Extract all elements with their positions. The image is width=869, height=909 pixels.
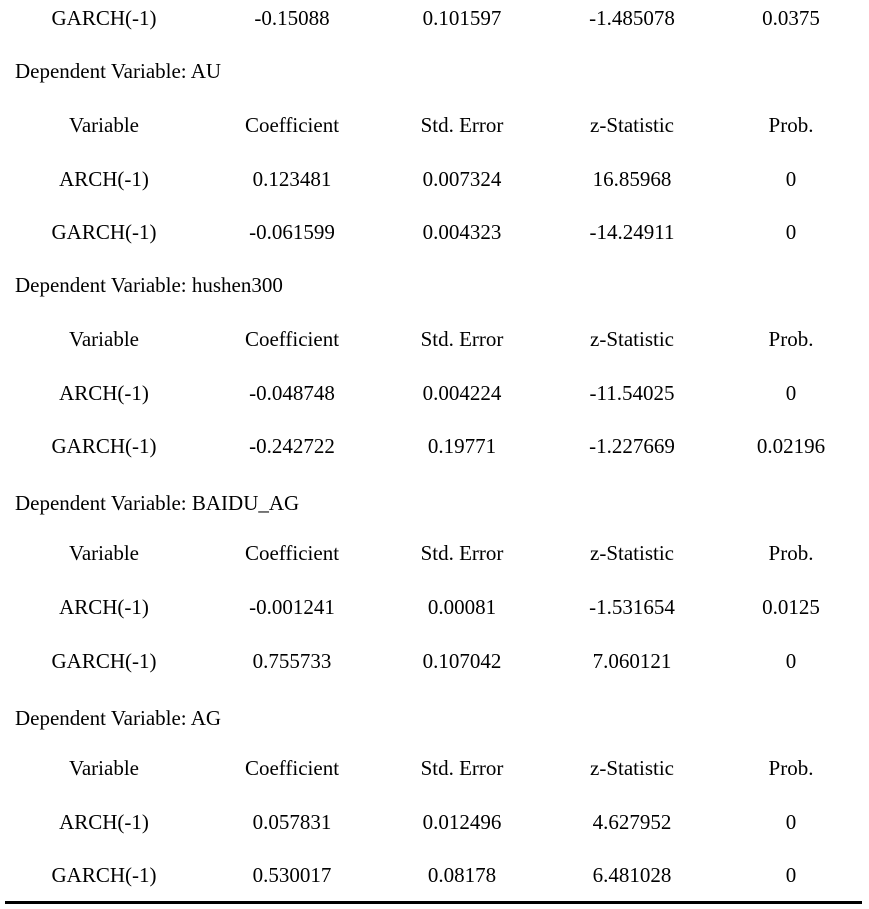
coefficient-cell: -0.242722 xyxy=(249,434,335,458)
header-row xyxy=(0,110,869,140)
z-statistic-cell: 4.627952 xyxy=(592,810,672,834)
std-error-cell: 0.08178 xyxy=(427,863,497,887)
header-coefficient: Coefficient xyxy=(244,541,340,565)
std-error-cell: 0.012496 xyxy=(422,810,502,834)
section-title-row xyxy=(0,270,869,300)
std-error-cell: 0.007324 xyxy=(422,167,502,191)
variable-cell: ARCH(-1) xyxy=(59,595,149,619)
coefficient-cell: -0.048748 xyxy=(249,381,335,405)
header-prob: Prob. xyxy=(768,113,814,137)
coefficient-cell: 0.530017 xyxy=(252,863,332,887)
variable-cell: ARCH(-1) xyxy=(59,810,149,834)
variable-cell: GARCH(-1) xyxy=(51,649,157,673)
header-row xyxy=(0,538,869,568)
header-std-error: Std. Error xyxy=(420,327,504,351)
dependent-variable-title: Dependent Variable: hushen300 xyxy=(15,273,283,297)
coefficient-cell: 0.755733 xyxy=(252,649,332,673)
header-z-statistic: z-Statistic xyxy=(590,327,674,351)
std-error-cell: 0.004224 xyxy=(422,381,502,405)
section-title-row xyxy=(0,703,869,733)
table-row xyxy=(0,217,869,247)
header-row xyxy=(0,753,869,783)
coefficient-cell: -0.15088 xyxy=(254,6,330,30)
prob-cell: 0 xyxy=(785,167,797,191)
section-title-row xyxy=(0,56,869,86)
z-statistic-cell: -1.531654 xyxy=(589,595,675,619)
z-statistic-cell: -1.485078 xyxy=(589,6,675,30)
prob-cell: 0 xyxy=(785,220,797,244)
variable-cell: GARCH(-1) xyxy=(51,6,157,30)
table-row xyxy=(0,164,869,194)
variable-cell: GARCH(-1) xyxy=(51,434,157,458)
prob-cell: 0 xyxy=(785,649,797,673)
std-error-cell: 0.107042 xyxy=(422,649,502,673)
header-variable: Variable xyxy=(69,327,139,351)
variable-cell: ARCH(-1) xyxy=(59,381,149,405)
header-std-error: Std. Error xyxy=(420,113,504,137)
header-std-error: Std. Error xyxy=(420,756,504,780)
header-z-statistic: z-Statistic xyxy=(590,541,674,565)
section-title-row xyxy=(0,488,869,518)
header-variable: Variable xyxy=(69,541,139,565)
z-statistic-cell: 16.85968 xyxy=(592,167,672,191)
std-error-cell: 0.19771 xyxy=(427,434,497,458)
coefficient-cell: 0.123481 xyxy=(252,167,332,191)
prob-cell: 0 xyxy=(785,810,797,834)
header-prob: Prob. xyxy=(768,327,814,351)
header-coefficient: Coefficient xyxy=(244,327,340,351)
table-row xyxy=(0,3,869,33)
prob-cell: 0 xyxy=(785,863,797,887)
dependent-variable-title: Dependent Variable: BAIDU_AG xyxy=(15,491,300,515)
table-row xyxy=(0,592,869,622)
header-coefficient: Coefficient xyxy=(244,113,340,137)
dependent-variable-title: Dependent Variable: AU xyxy=(15,59,222,83)
coefficient-cell: -0.001241 xyxy=(249,595,335,619)
prob-cell: 0.02196 xyxy=(756,434,826,458)
prob-cell: 0.0125 xyxy=(762,595,820,619)
coefficient-cell: -0.061599 xyxy=(249,220,335,244)
z-statistic-cell: 6.481028 xyxy=(592,863,672,887)
header-prob: Prob. xyxy=(768,756,814,780)
header-std-error: Std. Error xyxy=(420,541,504,565)
std-error-cell: 0.00081 xyxy=(427,595,497,619)
std-error-cell: 0.004323 xyxy=(422,220,502,244)
variable-cell: GARCH(-1) xyxy=(51,863,157,887)
header-z-statistic: z-Statistic xyxy=(590,756,674,780)
header-coefficient: Coefficient xyxy=(244,756,340,780)
z-statistic-cell: -11.54025 xyxy=(589,381,675,405)
variable-cell: GARCH(-1) xyxy=(51,220,157,244)
coefficient-cell: 0.057831 xyxy=(252,810,332,834)
std-error-cell: 0.101597 xyxy=(422,6,502,30)
z-statistic-cell: -1.227669 xyxy=(589,434,675,458)
z-statistic-cell: -14.24911 xyxy=(589,220,675,244)
z-statistic-cell: 7.060121 xyxy=(592,649,672,673)
table-row xyxy=(0,646,869,676)
header-row xyxy=(0,324,869,354)
table-row xyxy=(0,431,869,461)
header-variable: Variable xyxy=(69,756,139,780)
header-prob: Prob. xyxy=(768,541,814,565)
table-bottom-rule xyxy=(5,901,862,904)
prob-cell: 0 xyxy=(785,381,797,405)
table-row xyxy=(0,378,869,408)
table-row xyxy=(0,860,869,890)
table-row xyxy=(0,807,869,837)
prob-cell: 0.0375 xyxy=(762,6,820,30)
dependent-variable-title: Dependent Variable: AG xyxy=(15,706,222,730)
header-variable: Variable xyxy=(69,113,139,137)
variable-cell: ARCH(-1) xyxy=(59,167,149,191)
header-z-statistic: z-Statistic xyxy=(590,113,674,137)
